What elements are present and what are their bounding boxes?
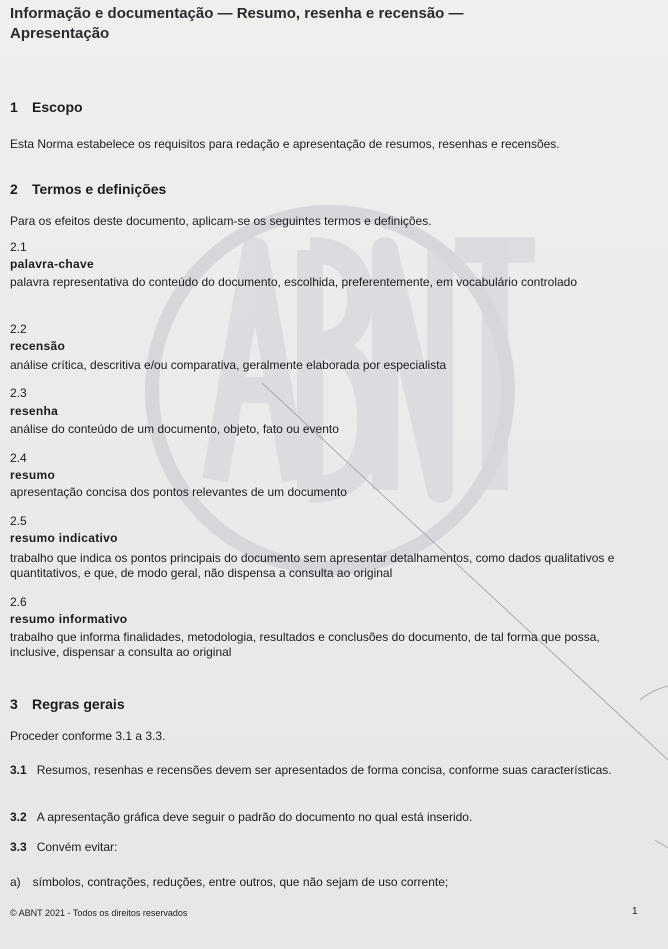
paragraph-3-2	[10, 810, 472, 824]
section-number: 3	[10, 696, 18, 712]
term-definition: palavra representativa do conteúdo do documento, escolhida, preferentemente, em vocabulário controlado	[10, 275, 578, 289]
list-item-a	[10, 875, 448, 889]
term-definition: análise crítica, descritiva e/ou comparativa, geralmente elaborada por especialista	[10, 358, 447, 372]
term-definition: trabalho que indica os pontos principais do documento sem apresentar detalhamentos, como dados qualitativos e quantitativos, e que, de modo geral, não dispensa a consulta ao original	[10, 551, 615, 580]
paragraph-text: Convém evitar:	[36, 840, 118, 854]
paragraph-3-3	[10, 840, 117, 854]
section-3-intro: Proceder conforme 3.1 a 3.3.	[10, 729, 166, 743]
term-name: resumo	[10, 468, 56, 482]
page-number: 1	[632, 906, 638, 917]
term-number: 2.6	[10, 595, 27, 609]
term-number: 2.4	[10, 451, 27, 465]
term-name: resumo informativo	[10, 612, 128, 626]
section-1-text: Esta Norma estabelece os requisitos para redação e apresentação de resumos, resenhas e recensões.	[10, 137, 560, 151]
term-definition: trabalho que informa finalidades, metodologia, resultados e conclusões do documento, de tal forma que possa, inclusive, dispensar a consulta ao original	[10, 630, 600, 659]
paragraph-number: 3.3	[10, 840, 27, 854]
term-number: 2.3	[10, 386, 27, 400]
section-3-heading	[10, 696, 125, 712]
section-number: 2	[10, 181, 18, 197]
list-item-label: a)	[10, 875, 21, 889]
paragraph-number: 3.2	[10, 810, 27, 824]
section-title: Termos e definições	[32, 181, 167, 197]
term-definition: análise do conteúdo de um documento, objeto, fato ou evento	[10, 422, 339, 436]
section-2-intro: Para os efeitos deste documento, aplicam-se os seguintes termos e definições.	[10, 214, 432, 228]
footer-copyright: © ABNT 2021 - Todos os direitos reservados	[10, 908, 188, 918]
section-1-heading	[10, 99, 83, 115]
list-item-text: símbolos, contrações, reduções, entre outros, que não sejam de uso corrente;	[32, 875, 449, 889]
term-definition: apresentação concisa dos pontos relevantes de um documento	[10, 485, 347, 499]
term-number: 2.2	[10, 322, 27, 336]
paragraph-text: A apresentação gráfica deve seguir o padrão do documento no qual está inserido.	[36, 810, 473, 824]
term-name: palavra-chave	[10, 257, 94, 271]
term-name: resumo indicativo	[10, 531, 118, 545]
term-number: 2.5	[10, 514, 27, 528]
term-number: 2.1	[10, 240, 27, 254]
term-name: recensão	[10, 339, 66, 353]
section-number: 1	[10, 99, 18, 115]
paragraph-3-1	[10, 763, 650, 778]
section-title: Regras gerais	[32, 696, 125, 712]
section-title: Escopo	[32, 99, 83, 115]
section-2-heading	[10, 181, 166, 197]
document-title-line-1: Informação e documentação — Resumo, resenha e recensão —	[10, 5, 464, 22]
document-title-line-2: Apresentação	[10, 25, 110, 42]
paragraph-text: Resumos, resenhas e recensões devem ser apresentados de forma concisa, conforme suas características.	[36, 763, 612, 777]
term-name: resenha	[10, 404, 59, 418]
paragraph-number: 3.1	[10, 763, 27, 777]
